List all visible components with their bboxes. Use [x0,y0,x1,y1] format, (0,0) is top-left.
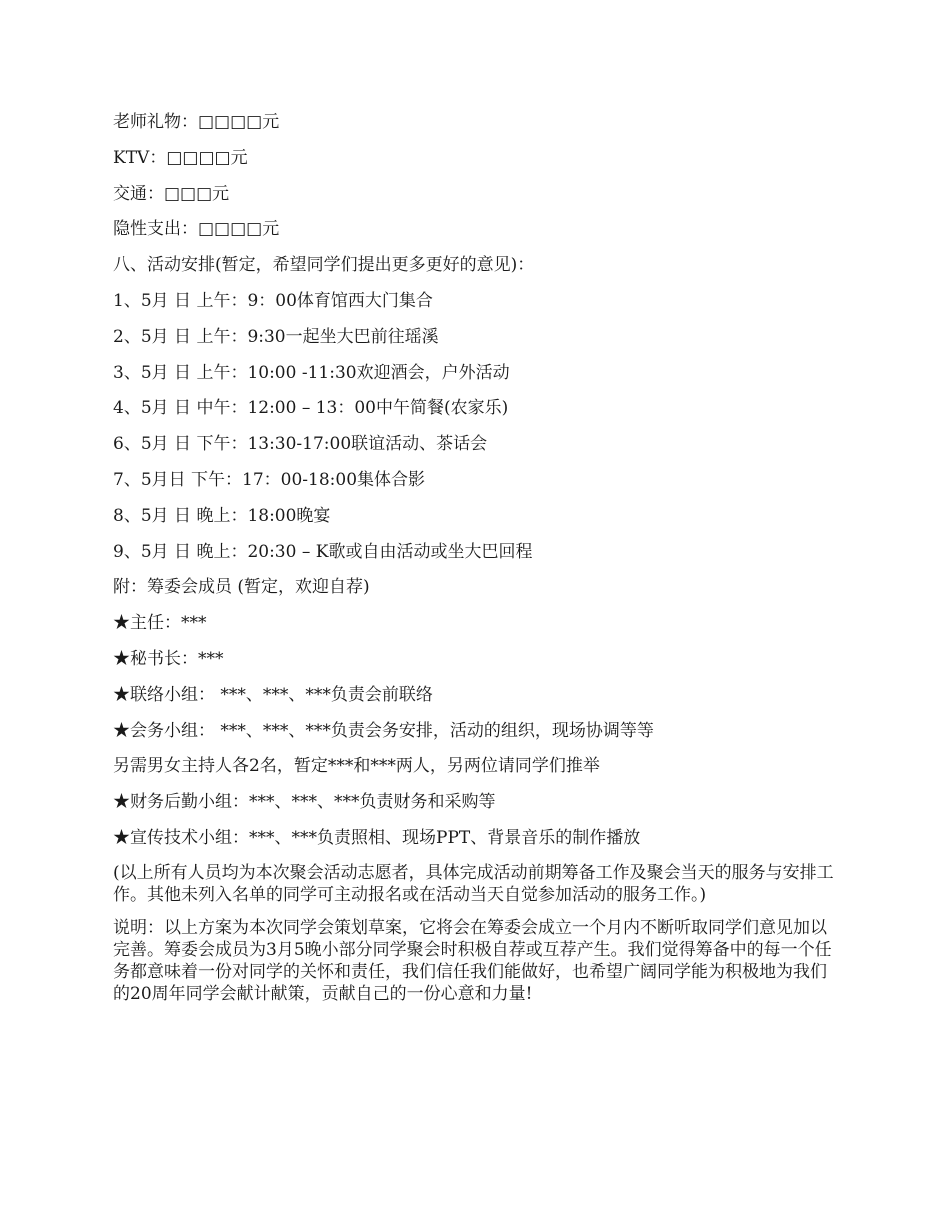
budget-ktv: KTV：□□□□元 [113,147,248,168]
schedule-item: 2、5月 日 上午：9:30一起坐大巴前往瑶溪 [113,326,439,347]
committee-item: ★宣传技术小组：***、***负责照相、现场PPT、背景音乐的制作播放 [113,827,641,848]
budget-hidden: 隐性支出：□□□□元 [113,219,280,240]
committee-item: ★联络小组： ***、***、***负责会前联络 [113,684,433,705]
volunteers-note: (以上所有人员均为本次聚会活动志愿者，具体完成活动前期筹备工作及聚会当天的服务与安排工作。其他未列入名单的同学可主动报名或在活动当天自觉参加活动的服务工作。) [113,862,834,905]
explanation-note: 说明：以上方案为本次同学会策划草案，它将会在筹委会成立一个月内不断听取同学们意见加以完善。筹委会成员为3月5晚小部分同学聚会时积极自荐或互荐产生。我们觉得筹备中的每一个任务都意味着一份对同学的关怀和责任，我们信任我们能做好，也希望广阔同学能为积极地为我们的20周年同学会献计献策，贡献自己的一份心意和力量! [113,917,832,1004]
schedule-item: 8、5月 日 晚上：18:00晚宴 [113,505,331,526]
committee-item: ★会务小组： ***、***、***负责会务安排，活动的组织，现场协调等等 [113,720,654,741]
committee-item: ★财务后勤小组：***、***、***负责财务和采购等 [113,792,496,813]
budget-teacher-gift: 老师礼物：□□□□元 [113,112,280,132]
schedule-item: 4、5月 日 中午：12:00 – 13：00中午简餐(农家乐) [113,398,509,419]
committee-item: ★主任：*** [113,613,207,634]
committee-heading: 附：筹委会成员 (暂定，欢迎自荐) [113,577,370,598]
budget-transport: 交通：□□□元 [113,183,230,204]
schedule-heading: 八、活动安排(暂定，希望同学们提出更多更好的意见)： [113,255,535,276]
committee-item: 另需男女主持人各2名，暂定***和***两人，另两位请同学们推举 [113,756,600,777]
committee-item: ★秘书长：*** [113,648,224,669]
document-page [113,110,838,1016]
schedule-item: 3、5月 日 上午：10:00 -11:30欢迎酒会，户外活动 [113,362,510,383]
schedule-item: 9、5月 日 晚上：20:30 – K歌或自由活动或坐大巴回程 [113,541,533,562]
schedule-item: 6、5月 日 下午：13:30-17:00联谊活动、茶话会 [113,434,488,455]
schedule-item: 1、5月 日 上午：9：00体育馆西大门集合 [113,290,433,311]
schedule-item: 7、5月日 下午：17：00-18:00集体合影 [113,469,426,490]
